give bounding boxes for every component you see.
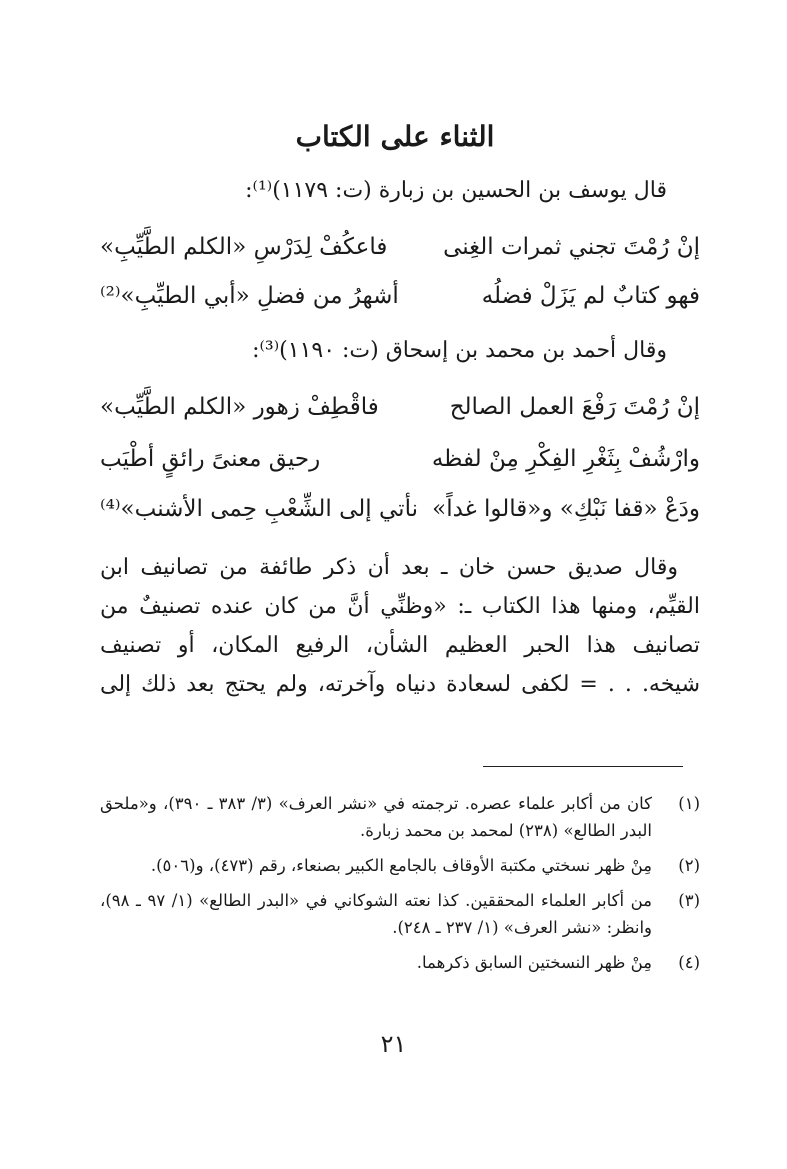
footnote-number: (٢) [678, 856, 700, 875]
footnote-number: (٤) [678, 953, 700, 972]
footnote-separator [483, 766, 683, 767]
footnote-text: من أكابر العلماء المحققين. كذا نعته الشوكاني في «البدر الطالع» (١/ ٩٧ ـ ٩٨)، وانظر: «نشر العرف» (١/ ٢٣٧ ـ ٢٤٨). [100, 891, 652, 937]
verse-hemistich-first: إنْ رُمْتَ تجني ثمرات الغِنى [443, 234, 700, 260]
footnote [100, 852, 700, 879]
verse-hemistich-second: نأتي إلى الشِّعْبِ حِمى الأشنب»⁽⁴⁾ [100, 496, 418, 522]
verse-hemistich-second: رحيق معنىً رائقٍ أطْيَب [100, 446, 321, 472]
footnote [100, 790, 700, 844]
prose-line: شيخه. . . = لكفى لسعادة دنياه وآخرته، ولم يحتج بعد ذلك إلى [100, 672, 700, 697]
footnote [100, 887, 700, 941]
intro-yusuf: قال يوسف بن الحسين بن زبارة (ت: ١١٧٩)⁽¹⁾: [245, 178, 667, 203]
verse-hemistich-second: فاعكُفْ لِدَرْسِ «الكلم الطَّيِّبِ» [100, 234, 388, 260]
page-number: ٢١ [380, 1030, 407, 1058]
prose-line: تصانيف هذا الحبر العظيم الشأن، الرفيع المكان، أو تصنيف [100, 633, 700, 658]
verse-hemistich-first: إنْ رُمْتَ رَفْعَ العمل الصالح [449, 394, 700, 420]
page-title: الثناء على الكتاب [295, 120, 495, 153]
footnotes [100, 790, 700, 984]
footnote-text: كان من أكابر علماء عصره. ترجمته في «نشر العرف» (٣/ ٣٨٣ ـ ٣٩٠)، و«ملحق البدر الطالع» (٢٣٨) لمحمد بن محمد زبارة. [100, 794, 652, 840]
footnote [100, 949, 700, 976]
footnote-number: (٣) [678, 891, 700, 910]
verse-hemistich-first: فهو كتابٌ لم يَزَلْ فضلُه [481, 283, 700, 309]
footnote-text: مِنْ ظهر نسختي مكتبة الأوقاف بالجامع الكبير بصنعاء، رقم (٤٧٣)، و(٥٠٦). [150, 856, 652, 875]
intro-ahmad: وقال أحمد بن محمد بن إسحاق (ت: ١١٩٠)⁽³⁾: [252, 338, 667, 363]
prose-paragraph [100, 548, 700, 704]
verse-hemistich-first: وارْشُفْ بِثَغْرِ الفِكْرِ مِنْ لفظه [431, 446, 700, 472]
footnote-text: مِنْ ظهر النسختين السابق ذكرهما. [416, 953, 652, 972]
footnote-number: (١) [678, 794, 700, 813]
prose-line: وقال صديق حسن خان ـ بعد أن ذكر طائفة من تصانيف ابن [100, 555, 678, 580]
verse-hemistich-first: ودَعْ «قفا نَبْكِ» و«قالوا غداً» [432, 496, 700, 522]
verse-hemistich-second: فاقْطِفْ زهور «الكلم الطَّيِّب» [100, 394, 379, 420]
verse-hemistich-second: أشهرُ من فضلِ «أبي الطيِّبِ»⁽²⁾ [100, 283, 399, 309]
prose-line: القيِّم، ومنها هذا الكتاب ـ: «وظنِّي أنَّ من كان عنده تصنيفٌ من [100, 594, 700, 619]
